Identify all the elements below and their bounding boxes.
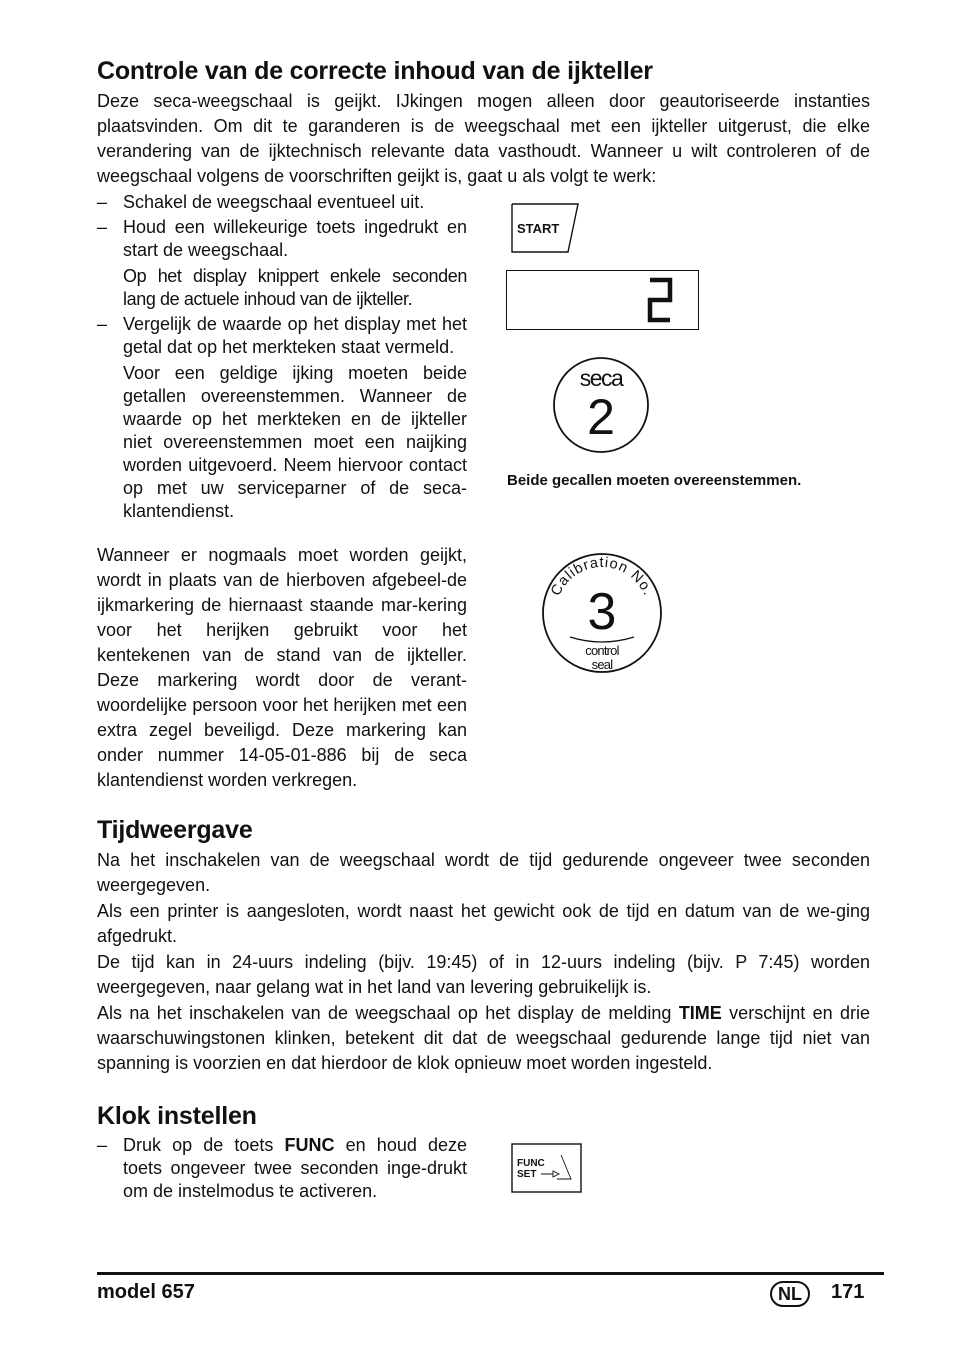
steps-list: [97, 191, 467, 523]
list-item: – Druk op de toets FUNC en houd deze toets ongeveer twee seconden inge-drukt om de instelmodus te activeren.: [97, 1135, 467, 1201]
display-digit-text: [0, 0, 1, 1]
time-paragraph-2: Als een printer is aangesloten, wordt naast het gewicht ook de tijd en datum van de we-ging afgedrukt.: [97, 901, 870, 946]
intro-paragraph: Deze seca-weegschaal is geijkt. IJkingen mogen alleen door geautoriseerde instanties plaatsvinden. Om dit te garanderen is de weegschaal met een ijkteller uitgerust, die elke verandering van de ijktechnisch relevante data vasthoudt. Wanneer u wilt controleren of de weegschaal volgens de voorschriften geijkt is, gaat u als volgt te werk:: [97, 91, 870, 186]
footer-rule: [97, 1272, 884, 1275]
followup-paragraph: Wanneer er nogmaals moet worden geijkt, wordt in plaats van de hierboven afgebeel-de ijkmarkering de hiernaast staande mar-kering voor het herijken gebruikt voor het kentekenen van de stand van de ijkteller. Deze markering wordt door de verant-woordelijke persoon voor het herijken met een extra zegel beveiligd. Deze markering kan onder nummer 14-05-01-886 bij de seca klantendienst worden verkregen.: [97, 545, 467, 790]
seca-seal-icon: [551, 355, 651, 455]
list-item: – Schakel de weegschaal eventueel uit.: [97, 192, 425, 212]
time-paragraph-3: De tijd kan in 24-uurs indeling (bijv. 19:45) of in 12-uurs indeling (bijv. P 7:45) worden weergegeven, naar gelang wat in het land van levering gebruikelijk is.: [97, 952, 870, 997]
clock-steps-list: [97, 1134, 467, 1203]
section-title-ijkteller: Controle van de correcte inhoud van de ijkteller: [97, 57, 653, 85]
language-badge-label: NL: [770, 1281, 810, 1307]
section-title-klok-instellen: Klok instellen: [97, 1102, 257, 1130]
list-item: – Vergelijk de waarde op het display met het getal dat op het merkteken staat vermeld. Voor een geldige ijking moeten beide getallen overeenstemmen. Wanneer de waarde op het merkteken en de ijkteller niet overeenstemmen moet een naijking worden uitgevoerd. Neem hiervoor contact op met uw serviceparner of de seca-klantendienst.: [97, 314, 467, 521]
calibration-control: control: [585, 643, 619, 658]
start-key-label: START: [517, 221, 560, 236]
time-section-body: [97, 848, 870, 1076]
page-number: 171: [831, 1281, 865, 1303]
calibration-arc-text: Calibration No.: [548, 554, 657, 599]
calibration-seal-icon: [540, 551, 664, 675]
func-set-key-icon: [511, 1143, 583, 1195]
calibration-seal-word: seal: [591, 657, 613, 672]
time-paragraph-4: Als na het inschakelen van de weegschaal op het display de melding TIME verschijnt en drie waarschuwingstonen klinken, betekent dit dat de weegschaal gedurende lange tijd niet van spanning is voorzien en dat hierdoor de klok opnieuw moet worden ingesteld.: [97, 1003, 870, 1073]
calibration-number: 3: [587, 583, 617, 641]
time-paragraph-1: Na het inschakelen van de weegschaal wordt de tijd gedurende ongeveer twee seconden weergegeven.: [97, 850, 870, 895]
footer-model: model 657: [97, 1281, 195, 1303]
set-label: SET: [517, 1169, 537, 1180]
language-badge: [770, 1281, 810, 1307]
section-title-tijdweergave: Tijdweergave: [97, 816, 253, 844]
func-label: FUNC: [517, 1158, 545, 1169]
list-item: – Houd een willekeurige toets ingedrukt en start de weegschaal. Op het display knippert enkele seconden lang de actuele inhoud van de ijkteller.: [97, 217, 467, 309]
start-key-icon: [510, 202, 582, 256]
seal-brand: seca: [579, 365, 623, 391]
seal-caption: Beide gecallen moeten overeenstemmen.: [507, 472, 802, 489]
display-digit-two: [640, 276, 680, 324]
seal-number: 2: [587, 389, 615, 445]
